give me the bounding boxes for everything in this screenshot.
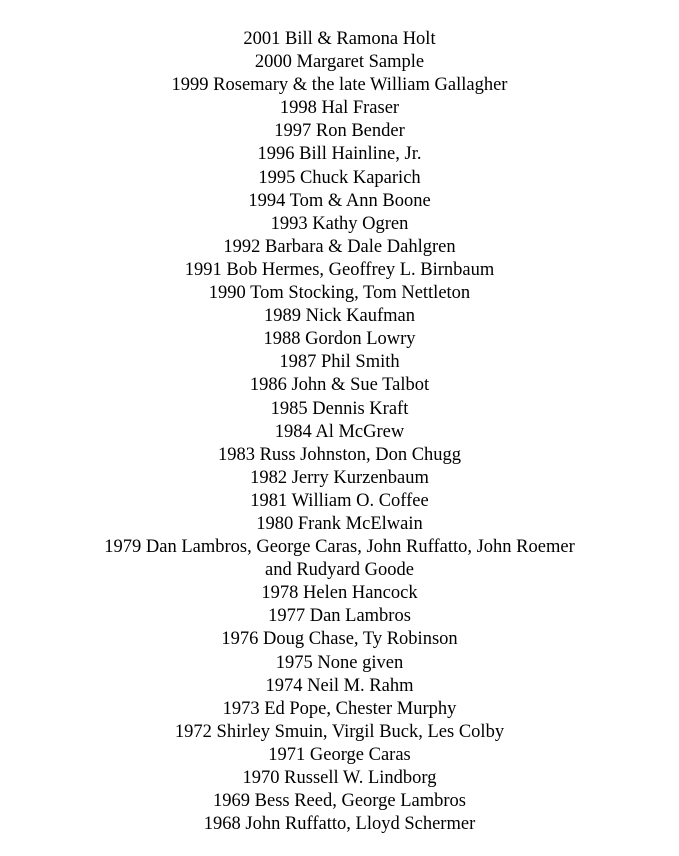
list-item: 1981 William O. Coffee xyxy=(250,490,429,511)
list-item: 1984 Al McGrew xyxy=(274,421,405,442)
list-item: 1985 Dennis Kraft xyxy=(270,398,409,419)
list-item: 1970 Russell W. Lindborg xyxy=(242,768,437,788)
list-item: 1987 Phil Smith xyxy=(279,352,400,373)
list-item: 1974 Neil M. Rahm xyxy=(265,675,414,696)
list-item: 1996 Bill Hainline, Jr. xyxy=(257,144,422,165)
list-item: 1976 Doug Chase, Ty Robinson xyxy=(221,629,458,650)
list-item: 1980 Frank McElwain xyxy=(256,513,423,534)
list-item: 1982 Jerry Kurzenbaum xyxy=(250,467,429,488)
list-item: 1994 Tom & Ann Boone xyxy=(248,190,431,211)
list-item: 1986 John & Sue Talbot xyxy=(249,375,430,396)
list-item: 1979 Dan Lambros, George Caras, John Ruffatto, John Roemer xyxy=(104,537,575,558)
honoree-list xyxy=(0,28,679,836)
list-item: 1997 Ron Bender xyxy=(274,121,405,142)
list-item: 1989 Nick Kaufman xyxy=(263,306,416,327)
list-item: 1998 Hal Fraser xyxy=(279,98,400,119)
list-item: 1999 Rosemary & the late William Gallagher xyxy=(171,75,508,96)
list-item: 2001 Bill & Ramona Holt xyxy=(243,29,436,49)
list-item: 1990 Tom Stocking, Tom Nettleton xyxy=(208,283,471,304)
list-item: 1993 Kathy Ogren xyxy=(270,213,409,234)
list-item: 1972 Shirley Smuin, Virgil Buck, Les Colby xyxy=(174,721,505,742)
list-item: 1968 John Ruffatto, Lloyd Schermer xyxy=(203,814,476,835)
list-item: 1992 Barbara & Dale Dahlgren xyxy=(223,236,456,257)
list-item: 1977 Dan Lambros xyxy=(268,606,411,627)
list-item: 1988 Gordon Lowry xyxy=(263,329,416,350)
list-item: 1971 George Caras xyxy=(268,744,411,765)
list-item: 1995 Chuck Kaparich xyxy=(258,167,421,188)
list-item: 1991 Bob Hermes, Geoffrey L. Birnbaum xyxy=(184,259,495,280)
list-item: 1973 Ed Pope, Chester Murphy xyxy=(222,698,457,719)
list-item: 1969 Bess Reed, George Lambros xyxy=(213,791,466,812)
list-item: 1975 None given xyxy=(275,652,404,673)
list-item: 1983 Russ Johnston, Don Chugg xyxy=(217,444,462,465)
list-item: 2000 Margaret Sample xyxy=(254,52,425,73)
list-item-continuation: and Rudyard Goode xyxy=(265,560,414,581)
list-item: 1978 Helen Hancock xyxy=(261,583,418,604)
